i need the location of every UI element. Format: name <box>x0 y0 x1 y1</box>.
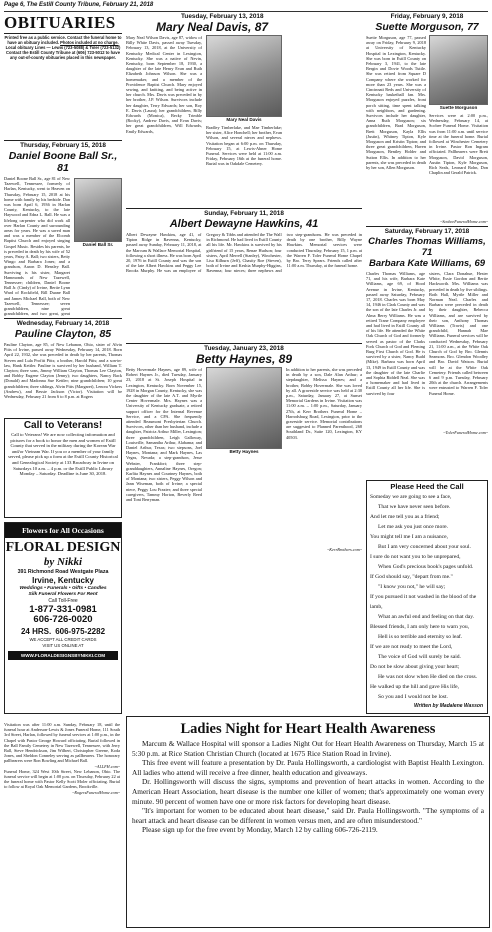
photo-caption: Betty Haynes <box>229 449 259 454</box>
intro-line-1: Printed free as a public service. Contact the funeral home to have an obituary included. <box>4 35 122 45</box>
obit-photo <box>74 178 122 248</box>
obit-name: Daniel Boone Ball Sr., 81 <box>8 150 118 174</box>
portrait-photo <box>429 35 488 105</box>
obit-body-cont: Bradley Timberlake, and Mae Timberlake; her sister, Alice Honchell; her brother, Evan Wilson, and several nieces and nephews. Visitation began at 6:00 p.m. on Thursday, February 15, at Lewis-Abner Home Funeral. Services were held at 11:00 a.m. Friday, February 16th at the funeral home. Burial was in Oakdale Cemetery. <box>206 125 282 167</box>
poem-line: The voice of God will surely be said. <box>378 654 461 660</box>
poem-line: And let me tell you as a friend; <box>370 514 440 520</box>
obit-name: Betty Haynes, 89 <box>195 352 293 366</box>
poem-line: Hell is so terrible and eternity so leaf. <box>378 634 463 640</box>
floral-design-ad <box>4 522 122 714</box>
obit-body: Albert Dewayne Hawkins, age 41, of Tipton Ridge in Ravenna, Kentucky, passed away Sunday, February 11, 2018, at the Marcum & Wallace Memorial Hospital, following a short illness. He was born April 20, 1976 in Estill County and was the son of the late Albert Hawkins and Peggy Lee Brooks Murphy. He was an employee of Gregory & Tibbs and attended the The Wall in Richmond. He had lived in Estill County all his life. Mr. Hawkins is survived by his girlfriend of 15 years, Renae Hudson; four sisters, April Merrell (Stanley), Winchester, Lisa Kilburn (Jeff), Chasity Roe (Steven), both of Irvine and Keshia Murphy-Higgins, Ravenna; four nieces; three nephews and two step-grandsons. He was preceded in death by one brother, Billy Wayne Hawkins. Memorial services were conducted Thursday, February 15, 1 p.m. at the Warren F. Toler Funeral Home Chapel by Bro. Terry Spears. Friends called after 11:00 a.m. Thursday, at the funeral home. <box>126 232 362 274</box>
ad-visit: VISIT US ONLINE AT <box>42 643 84 648</box>
portrait-photo <box>206 367 282 449</box>
obit-photo <box>206 367 282 457</box>
obit-body-cont: In addition to her parents, she was preceded in death by a son, Dale Alan Arthur; a stepdaughter, Melissa Haynes; and a brother, Bobby Hovermale. She was loved by all. A graveside service was held at 2:30 p.m., Saturday, January 27, at Sunset Memorial Gardens in Irvine. Visitation was 11:00 a.m. – 1:00 p.m., Saturday, January 27th, at Kerr Brothers Funeral Home – Harrodsburg Road, Lexington, prior to the graveside service. Memorial contributions are suggested to Planned Parenthood, 268 Southland Dr., Suite 120, Lexington, KY 40503. <box>286 367 362 440</box>
ball-cont: Visitation was after 11:00 a.m. Sunday, February 18, until the funeral hour at Anderson-Lewis & Jones Funeral Home, 111 South 3rd Street, Harlan, followed by funeral services at 1:00 p.m., in the Chapel with Pastor George Howard officiating. Burial followed in the Ball Family Cemetery in New Tazewell, Tennessee, with Jerry Ball, Steve Hendrickson, Jim Wilbert, Christopher Greene, Koda Jones, and Sheldon Conneley serving as pallbearers. The honorary pallbearers were Ron Bowling and Michael Ball. <box>4 722 120 764</box>
obituaries-intro <box>4 35 122 60</box>
photo-caption: Suette Morguson <box>439 105 478 110</box>
poem-line: "I know you not," he will say; <box>378 584 446 590</box>
obit-name: Albert Dewayne Hawkins, 41 <box>169 218 319 230</box>
obit-davis <box>126 13 362 208</box>
poem-line: If we are not ready to meet the Lord, <box>370 644 453 650</box>
photo-caption: Mary Neal Davis <box>226 117 262 122</box>
poem-line: If God should say, "depart from me." <box>370 574 453 580</box>
obit-morguson <box>366 13 488 223</box>
ad-phone: 606-726-0020 <box>33 614 93 625</box>
poem-line: Let me ask you just once more. <box>378 524 449 530</box>
obit-ball <box>4 142 122 317</box>
obit-date: Sunday, February 11, 2018 <box>204 210 284 217</box>
clayton-source: ~RogersFuneralHome.com~ <box>72 789 120 795</box>
intro-line-3: Local obituary Lines — Lewis (723-5088) & Toler (723-5132) <box>5 45 121 50</box>
poem-line: If you pursued it not washed in the blood of the lamb, <box>370 594 477 610</box>
portrait-photo <box>206 35 282 117</box>
ad-silk: Silk Funeral Flowers For Rent <box>28 592 98 597</box>
poem-line: You might tell me I am a nuisance, <box>370 534 449 540</box>
poem-line: What an awful end and feeling on that day. <box>378 614 475 620</box>
obit-body: Pauline Clayton, age 85, of New Lebanon, Ohio, sister of Alvin Pitts of Irvine, passed away Wednesday, February 14, 2018. Born April 22, 1932, she was preceded in death by her parents, Thomas Steven and Lula Profitt Pitts; a brother, Harold Pitts; and a son-in-law, Hank Kettler. Pauline is survived by her husband, William T. Clayton; three sons, Jimmy William Clayton, Thomas Lee Clayton, and Bobby Eugene Clayton (Jenny); two daughters, Nancy Back (Donald) and Madonna Sue Kettler; nine grandchildren; 10 great grandchildren; three siblings, Alvin Pitts (Margaret), Lenora Vickers (Andrew), and Bessie Jackson (Victor). Visitation will be Wednesday, February 21 from 6 to 8 p.m. at Rogers <box>4 342 122 400</box>
ad-address: 391 Richmond Road Westgate Plaza <box>17 569 109 575</box>
veterans-title: Call to Veterans! <box>23 420 103 431</box>
obit-name: Mary Neal Davis, 87 <box>156 20 269 34</box>
poem-title: Please Heed the Call <box>390 482 464 491</box>
obit-date: Tuesday, January 23, 2018 <box>204 345 284 352</box>
poem-line: But I am very concerned about your soul. <box>378 544 471 550</box>
poem-line: So you and I would not be lost. <box>378 694 448 700</box>
obit-haynes <box>126 345 362 560</box>
poem-byline: Written by Madalene Wasson <box>414 703 483 709</box>
ladies-night-p4: "It's important for women to be educated about heart disease," said Dr. Paula Hollingsworth. "The symptoms of a heart attack and heart disease can be different in women versus men, and are often misunderstood." <box>132 806 484 825</box>
masthead-rule <box>4 33 122 34</box>
ad-url: WWW.FLORALDESIGNSBYNIKKI.COM <box>8 651 118 660</box>
obituaries-masthead <box>4 13 122 141</box>
intro-line-4: Contact the Estill County Tribune at (606) 723-5012 to have any out-of-county obituaries placed in this newspaper. <box>6 50 120 60</box>
obit-body-cont: sisters, Clara Donahue, Hester White, Essie Gordon and Bertie Hackworth. Mrs. Williams was preceded in death by five siblings. Both Hall, Myrtle Miller and Norman Neal. Charles and Barbara were preceded in death by their daughter, Rebecca Williams, and are survived by their son, Anthony Thomas Williams (Travis) and one grandchild, Hannah Mae Williams. Funeral services will be conducted Wednesday, February 21, 11:00 a.m., at the White Oak Church of God by Bro. Glennis Seamons. Bro. Glendon Woodley and Bro. David Watson. Burial will be at the White Oak Cemetery. Friends called between 6 and 9 p.m. Tuesday, February 20th at the church. Arrangements were entrusted to Warren F. Toler Funeral Home. <box>429 271 488 396</box>
obit-source: ~KerrBrothers.com~ <box>327 547 362 552</box>
obit-photo <box>429 35 488 111</box>
ladies-night-p3: Dr. Hollingsworth will discuss the signs, symptoms and prevention of heart attacks in women. According to the American Heart Association, heart disease is the number one killer of women; that's approximately one woman every minute. 90 percent of women have one or more risk factors for developing heart disease. <box>132 777 484 806</box>
poem-box <box>366 480 488 714</box>
obit-date: Wednesday, February 14, 2018 <box>16 320 110 327</box>
ladies-night-body <box>127 739 489 835</box>
obit-body: Mary Neal Wilson Davis, age 87, widow of Billy White Davis, passed away Tuesday, February 13, 2018, at the University of Kentucky Medical Center in Lexington, Kentucky. She was a native of Nevin, Kentucky, born September 18, 1930, a daughter of the late Henry Evan and Ruth Elizabeth Johnson Wilson. She was a homemaker, and a member of the Providence Baptist Church. Mary enjoyed sewing, and knitting, and being active in her church. Mrs. Davis was preceded in by her brother, J.P. Wilson. Survivors include her daughter, Terry Edwards; her son, Roy E. Davis (Laura); her grandchildren, Billy Edwards (Monica), Becky Trimble (Rocky), Andrew Davis, and Evan Davis; her great grandchildren, Will Edwards, Emily Edwards, <box>126 35 202 134</box>
photo-caption: Daniel Ball Sr. <box>82 242 114 247</box>
obit-hawkins <box>126 210 362 342</box>
ad-tollfree-label: Call Toll-Free <box>48 598 78 604</box>
ladies-night-p1: Marcum & Wallace Hospital will sponsor a Ladies Night Out for Heart Health Awareness on Thursday, March 15 at 5:30 p.m. at Rice Station Christian Church (located at 1675 Rice Station Road in Irvine). <box>132 739 484 758</box>
obit-body: Daniel Boone Ball Sr., age 81 of New Tazewell, Tennessee, formerly of Harlan, Kentucky, went to Heaven on Thursday, February 15, 2018 at his home with family by his bedside. Dan was born April 6, 1936 in Harlan County, Kentucky, to the late Haywood and Edna L. Ball. He was a lifelong carpenter who did work all over Harlan County and surrounding areas for years. He was a saved man and was a member of the Elcomb Baptist Church and enjoyed singing Gospel Music. Besides his parents, he is preceded in death by his wife of 52 years, Patsy A. Ball; two sisters, Betty Wingo and Barbara Jones; and a grandson, Aaron D. Hensley Ball. Surviving is his sister, Margaret Hammonds of New Tazewell, Tennessee; children, Daniel Boone Ball Jr. (Cindy) of Irvine, Bertie Lynn Ward of Rockfield, Bill Duane Ball and James Michael Ball, both of New Tazewell, Tennessee; seven grandchildren, nine great grandchildren, and two great, great <box>4 176 70 317</box>
ladies-night-box <box>126 716 490 928</box>
page-header: Page 6, The Estill County Tribune, February 21, 2018 <box>4 2 488 12</box>
poem-line: Do not be slow about giving your heart; <box>370 664 460 670</box>
poem-line: I sure do not want you to be unprepared, <box>370 554 461 560</box>
obit-body-cont: Services were at 2:00 p.m., Wednesday, February 14, at Scobee Funeral Home. Visitation was from 11:00 a.m. until service time at the funeral home. Burial followed at Winchester Cemetery in Irvine. Pastor Ron Ingram officiated. Pallbearers were Brett Morguson, David Morguson, Austin Tipton, Kyle Morguson, Rich Seals, Leonard Bohn, Don Chaplin and Gerald Patrick. <box>429 113 488 176</box>
poem-line: When God's precious book's pages unfold. <box>378 564 474 570</box>
obit-date: Friday, February 9, 2018 <box>390 13 464 20</box>
obit-date: Tuesday, February 13, 2018 <box>181 13 264 20</box>
obit-date: Thursday, February 15, 2018 <box>20 142 106 149</box>
poem-line: Blessed friends, I am only here to warn you, <box>370 624 470 630</box>
ad-hours-line <box>5 625 121 637</box>
obituaries-title: OBITUARIES <box>4 13 116 32</box>
veterans-body: Call to Veterans! We are now collecting information and pictures for a book to honor the men and women of Estill County that served in the military during the Korean War and/or Vietnam War. If you or a member of your family served, please pick up a form at the Estill County Historical and Genealogical Society at 133 Broadway in Irvine on Saturdays 10 a.m. – 4 p.m. or the Estill Public Library Monday – Saturday. Deadline is June 30, 2018. <box>8 432 118 477</box>
poem-line: Someday we are going to see a face, <box>370 494 452 500</box>
intro-line-2: Photos included at no charge. <box>60 40 119 45</box>
obit-clayton <box>4 320 122 415</box>
obit-body: Charles Thomas Williams, age 71, and his wife, Barbara Kate Williams, age 69, of Hood Avenue in Irvine, Kentucky, passed away Saturday, February 17, 2018. Charles was born May 14, 1946 in Clark County and was the son of the late Charles Jr. and Alma Berry Williams. He was a retired Trane Company employee and had lived in Estill County all of his life. He attended the White Oak Church of God and formerly served as pastor of the Clarks Fork Church of God and Fleming Burg First Church of God. He is survived by a sister, Nancy Budd (Mike). Barbara was born April 13, 1949 in Estill County and was the daughter of the late Charlie and Sophia Riddell Neal. She was a homemaker and had lived in Estill County all her life. She is survived by four <box>366 271 425 396</box>
ladies-night-title: Ladies Night for Heart Health Awareness <box>180 721 436 737</box>
obit-name: Pauline Clayton, 85 <box>14 328 112 340</box>
obit-name: Charles Thomas Williams, 71 <box>368 236 486 258</box>
obit-source: ~ScobeeFuneralHome.com~ <box>440 219 488 223</box>
ad-brand-name: FLORAL DESIGN <box>5 540 121 555</box>
ad-top-banner: Flowers for All Occasions <box>5 523 121 538</box>
ad-phone2: 606-975-2282 <box>55 627 106 636</box>
ad-services: Weddings • Funerals • Gifts • Candles <box>19 586 107 591</box>
obit-name: Suette Morguson, 77 <box>375 21 479 33</box>
poem-lines <box>367 492 487 702</box>
ad-city: Irvine, Kentucky <box>32 576 94 585</box>
obit-date: Saturday, February 17, 2018 <box>384 228 470 235</box>
portrait-photo <box>74 178 122 242</box>
obit-photo <box>206 35 282 123</box>
poem-line: That we have never seen before. <box>378 504 451 510</box>
obit-body: Suette Morguson, age 77, passed away on Friday, February 9, 2018 at University of Kentucky Hospital in Lexington, Kentucky. She was born in Estill County on February 3, 1941, to the late Bergin and Dovie Woods Tuttle. She was retired from Square D Company where she worked for more than 23 years. She was a Cincinnati Reds and University of Kentucky basketball fan. Mrs. Morguson enjoyed puzzles, front porch sitting, time spent talking with neighbors, and gardening. Survivors include her daughter, Anna Ruth Morguson; six grandchildren, Brad Morguson, Brett Morguson, Kayla Ellis (Justin), Whitney Tipton, Kyle Morguson and Kristin Tipton; and three great grandchildren, Haven Morguson, Bentley Holder and Sutton Ellis. In addition to her parents, she was preceded in death by her son, Allen Morguson. <box>366 35 426 171</box>
clayton-cont: Funeral Home, 324 West 10th Street, New Lebanon, Ohio. The funeral service will begin at 1:00 p.m. on Thursday, February 22 at the funeral home with Pastor Kelly Scott Moler officiating. Burial to follow at Royal Oak Memorial Gardens, Brookville. <box>4 768 120 790</box>
obit-name-2: Barbara Kate Williams, 69 <box>368 258 486 269</box>
ad-hours: 24 HRS. <box>20 627 52 636</box>
ball-source: ~ALLFH.com~ <box>94 763 120 769</box>
obit-continuations <box>4 722 120 926</box>
ladies-night-p2: This free event will feature a presentation by Dr. Paula Hollingsworth, a cardiologist with Baptist Health Lexington. All ladies who attend will receive a free dinner, health education and giveaways. <box>132 758 484 777</box>
poem-line: He walked up the hill and gave His life, <box>370 684 460 690</box>
ad-cards: WE ACCEPT ALL CREDIT CARDS <box>29 637 97 642</box>
ladies-night-p5: Please sign up for the free event by Monday, March 12 by calling 606-726-2119. <box>142 825 378 835</box>
ad-tollfree: 1-877-331-0981 <box>29 604 97 615</box>
veterans-notice <box>4 418 122 518</box>
poem-line: He was not slow when He died on the cross. <box>378 674 478 680</box>
obit-body: Betty Hovermale Haynes, age 89, wife of Robert Haynes Jr., died Tuesday, January 23, 2018 at St. Joseph Hospital in Lexington, Kentucky. Born November 15, 1928 in Morgan County, Kentucky, she was the daughter of the late A.T. and Myrtle Center Hovermale. Mrs. Haynes was a University of Kentucky graduate, a retired support officer for the Internal Revenue Service, and a CPA. She frequently attended Beaumont Presbyterian Church. Survivors, other than her husband, include a daughter, Patricia Arthur Miller, Lexington; three grandchildren, Leigh Galloway, Louisville, Samantha Arthur, Alabama; and Daniel Arthur, Texas; two stepsons, Joel Haynes, Montana; and Mark Haynes, Las Vegas, Nevada; a step-grandson, Jesse Webster, Frankfort; three step-granddaughters, Annaline Haynes, Oregon; Karlita Haynes and Courtney Haynes, both of Montana; two sisters, Peggy Wilson and Jann Wiseman, both of Irvine; a special niece, Peggy Lou Frazier; and three special caregivers, Tammy Horton, Beverly Reed and Toni Berryman. <box>126 367 202 503</box>
obit-source: ~TolerFuneralHome.com~ <box>443 430 488 435</box>
ad-byline: by Nikki <box>43 556 83 568</box>
